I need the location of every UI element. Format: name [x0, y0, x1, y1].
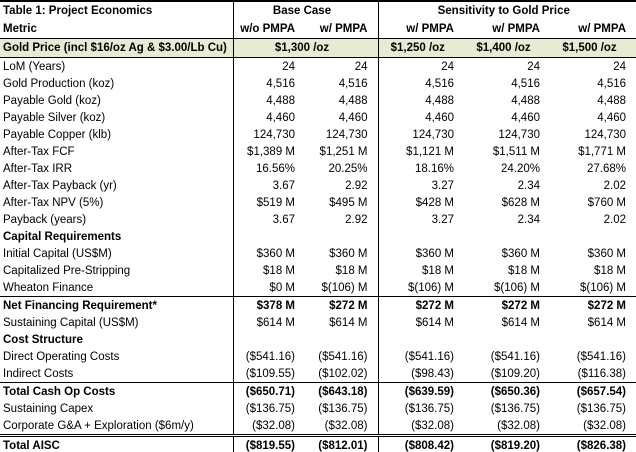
value-cell: [233, 331, 305, 348]
value-cell: $0 M: [269, 281, 295, 294]
table-row: [0, 1, 636, 20]
value-cell: [378, 228, 464, 245]
table-title: Table 1: Project Economics: [0, 1, 233, 20]
value-cell: 3.67: [272, 179, 295, 192]
table-row: [0, 314, 636, 331]
value-cell: [464, 228, 550, 245]
table-row: [0, 365, 636, 383]
value-cell: [464, 331, 550, 348]
value-cell: $272 M: [305, 297, 378, 315]
value-cell: 2.02: [603, 179, 627, 192]
value-cell: $614 M: [415, 316, 454, 329]
metric-label: After-Tax IRR: [0, 160, 233, 177]
column-header: w/ PMPA: [492, 23, 540, 35]
base-case-group-header: Base Case: [233, 1, 378, 20]
value-cell: $18 M: [594, 264, 627, 277]
table-row: [0, 417, 636, 436]
value-cell: 3.67: [272, 213, 295, 226]
value-cell: 124,730: [584, 128, 627, 141]
value-cell: 24: [613, 60, 627, 73]
metric-label: Capital Requirements: [0, 228, 233, 245]
value-cell: ($650.71): [233, 383, 305, 401]
value-cell: $18 M: [263, 264, 295, 277]
value-cell: $378 M: [233, 297, 305, 315]
metric-label: Indirect Costs: [0, 365, 233, 383]
value-cell: 4,516: [305, 75, 378, 92]
table-row: [0, 279, 636, 297]
value-cell: $614 M: [256, 316, 295, 329]
value-cell: 2.34: [517, 213, 540, 226]
metric-label: Direct Operating Costs: [0, 348, 233, 365]
table-row: [0, 436, 636, 452]
metric-label: Gold Production (koz): [0, 75, 233, 92]
value-cell: 27.68%: [587, 162, 627, 175]
value-cell: $360 M: [415, 247, 454, 260]
value-cell: ($541.16): [576, 350, 627, 363]
value-cell: 4,460: [425, 111, 454, 124]
gold-price-base-case-cell: $1,300 /oz: [233, 39, 378, 58]
value-cell: $272 M: [550, 297, 636, 315]
value-cell: 4,516: [425, 77, 454, 90]
value-cell: ($541.16): [404, 350, 454, 363]
column-header: w/ PMPA: [578, 23, 627, 35]
value-cell: ($109.55): [245, 367, 295, 380]
value-cell: ($541.16): [490, 350, 540, 363]
value-cell: 4,488: [425, 94, 454, 107]
value-cell: 4,460: [266, 111, 295, 124]
table-row: [0, 331, 636, 348]
table-row: [0, 194, 636, 211]
table-row: [0, 348, 636, 365]
value-cell: $428 M: [415, 196, 454, 209]
metric-label: After-Tax NPV (5%): [0, 194, 233, 211]
value-cell: $18 M: [422, 264, 454, 277]
value-cell: $1,251 M: [305, 143, 378, 160]
value-cell: 24: [527, 60, 540, 73]
value-cell: ($650.36): [464, 383, 550, 401]
value-cell: 2.92: [305, 211, 378, 228]
value-cell: ($639.59): [378, 383, 464, 401]
metric-label: Payable Silver (koz): [0, 109, 233, 126]
value-cell: $1,389 M: [247, 145, 295, 158]
value-cell: $760 M: [587, 196, 627, 209]
value-cell: 24: [282, 60, 295, 73]
value-cell: [233, 228, 305, 245]
value-cell: ($32.08): [497, 419, 540, 432]
value-cell: 3.27: [431, 179, 454, 192]
value-cell: 24: [441, 60, 454, 73]
value-cell: ($102.02): [305, 365, 378, 383]
gold-price-cell: $1,500 /oz: [550, 39, 636, 58]
metric-label: Initial Capital (US$M): [0, 245, 233, 262]
value-cell: $(106) M: [493, 281, 540, 294]
table-row: [0, 228, 636, 245]
value-cell: [550, 331, 636, 348]
value-cell: 4,488: [511, 94, 540, 107]
metric-label: After-Tax FCF: [0, 143, 233, 160]
value-cell: $614 M: [305, 314, 378, 331]
value-cell: ($98.43): [411, 367, 454, 380]
value-cell: ($32.08): [252, 419, 295, 432]
table-row: [0, 177, 636, 194]
metric-label: LoM (Years): [0, 58, 233, 76]
value-cell: 4,460: [511, 111, 540, 124]
table-row: [0, 245, 636, 262]
metric-label: Net Financing Requirement*: [0, 297, 233, 315]
gold-price-row: [0, 39, 636, 58]
value-cell: $614 M: [501, 316, 540, 329]
value-cell: $495 M: [305, 194, 378, 211]
value-cell: [550, 228, 636, 245]
value-cell: $(106) M: [305, 279, 378, 297]
value-cell: 4,488: [266, 94, 295, 107]
table-row: [0, 109, 636, 126]
value-cell: ($116.38): [577, 367, 627, 380]
table-row: [0, 92, 636, 109]
value-cell: 4,516: [597, 77, 627, 90]
metric-label: Cost Structure: [0, 331, 233, 348]
value-cell: 4,488: [305, 92, 378, 109]
metric-label: Payable Gold (koz): [0, 92, 233, 109]
value-cell: 2.02: [603, 213, 627, 226]
gold-price-cell: $1,250 /oz: [378, 39, 464, 58]
table-row: [0, 400, 636, 417]
value-cell: 24.20%: [500, 162, 540, 175]
table-row: [0, 160, 636, 177]
value-cell: $272 M: [378, 297, 464, 315]
metric-column-header: Metric: [0, 20, 233, 39]
metric-label: Total Cash Op Costs: [0, 383, 233, 401]
value-cell: 124,730: [498, 128, 540, 141]
table-row: [0, 262, 636, 279]
value-cell: ($109.20): [490, 367, 540, 380]
column-header: w/o PMPA: [240, 23, 295, 35]
value-cell: 20.25%: [305, 160, 378, 177]
value-cell: ($136.75): [490, 402, 540, 415]
value-cell: 24: [305, 58, 378, 76]
metric-label: Capitalized Pre-Stripping: [0, 262, 233, 279]
value-cell: $272 M: [464, 297, 550, 315]
value-cell: 124,730: [412, 128, 454, 141]
value-cell: 2.34: [517, 179, 540, 192]
gold-price-cell: $1,400 /oz: [464, 39, 550, 58]
value-cell: $360 M: [501, 247, 540, 260]
table-row: [0, 75, 636, 92]
value-cell: 124,730: [305, 126, 378, 143]
value-cell: [378, 331, 464, 348]
metric-label: Gold Price (incl $16/oz Ag & $3.00/Lb Cu): [0, 39, 233, 58]
table-row: [0, 297, 636, 315]
value-cell: $519 M: [256, 196, 295, 209]
value-cell: $360 M: [256, 247, 295, 260]
value-cell: ($32.08): [583, 419, 627, 432]
value-cell: 124,730: [253, 128, 295, 141]
metric-label: Corporate G&A + Exploration ($6m/y): [0, 417, 233, 436]
metric-label: Payback (years): [0, 211, 233, 228]
value-cell: ($541.16): [245, 350, 295, 363]
table-row: [0, 20, 636, 39]
value-cell: $18 M: [305, 262, 378, 279]
value-cell: $360 M: [587, 247, 627, 260]
value-cell: $614 M: [587, 316, 627, 329]
value-cell: 2.92: [305, 177, 378, 194]
value-cell: ($826.38): [550, 436, 636, 452]
value-cell: ($32.08): [411, 419, 454, 432]
value-cell: $(106) M: [407, 281, 454, 294]
value-cell: ($541.16): [305, 348, 378, 365]
value-cell: $1,771 M: [578, 145, 627, 158]
value-cell: ($136.75): [305, 400, 378, 417]
value-cell: $628 M: [501, 196, 540, 209]
value-cell: ($136.75): [576, 402, 627, 415]
column-header: w/ PMPA: [305, 20, 378, 39]
value-cell: 4,516: [266, 77, 295, 90]
value-cell: 4,460: [305, 109, 378, 126]
value-cell: ($819.55): [233, 436, 305, 452]
table-row: [0, 143, 636, 160]
value-cell: ($808.42): [378, 436, 464, 452]
value-cell: 4,488: [597, 94, 627, 107]
value-cell: $18 M: [508, 264, 540, 277]
value-cell: ($819.20): [464, 436, 550, 452]
metric-label: Payable Copper (klb): [0, 126, 233, 143]
value-cell: ($643.18): [305, 383, 378, 401]
metric-label: Sustaining Capital (US$M): [0, 314, 233, 331]
value-cell: $1,121 M: [406, 145, 454, 158]
metric-label: Wheaton Finance: [0, 279, 233, 297]
table-row: [0, 383, 636, 401]
value-cell: $360 M: [305, 245, 378, 262]
value-cell: ($812.01): [305, 436, 378, 452]
value-cell: [305, 331, 378, 348]
value-cell: $1,511 M: [492, 145, 540, 158]
value-cell: 3.27: [431, 213, 454, 226]
column-header: w/ PMPA: [406, 23, 454, 35]
value-cell: ($136.75): [245, 402, 295, 415]
value-cell: $(106) M: [579, 281, 627, 294]
value-cell: 16.56%: [255, 162, 295, 175]
metric-label: After-Tax Payback (yr): [0, 177, 233, 194]
value-cell: 18.16%: [414, 162, 454, 175]
metric-label: Total AISC: [0, 436, 233, 452]
table-row: [0, 211, 636, 228]
value-cell: ($657.54): [550, 383, 636, 401]
value-cell: [305, 228, 378, 245]
value-cell: ($136.75): [404, 402, 454, 415]
value-cell: 4,460: [597, 111, 627, 124]
value-cell: ($32.08): [305, 417, 378, 436]
metric-label: Sustaining Capex: [0, 400, 233, 417]
table-row: [0, 126, 636, 143]
sensitivity-group-header: Sensitivity to Gold Price: [437, 5, 570, 17]
table-row: [0, 58, 636, 76]
value-cell: 4,516: [511, 77, 540, 90]
